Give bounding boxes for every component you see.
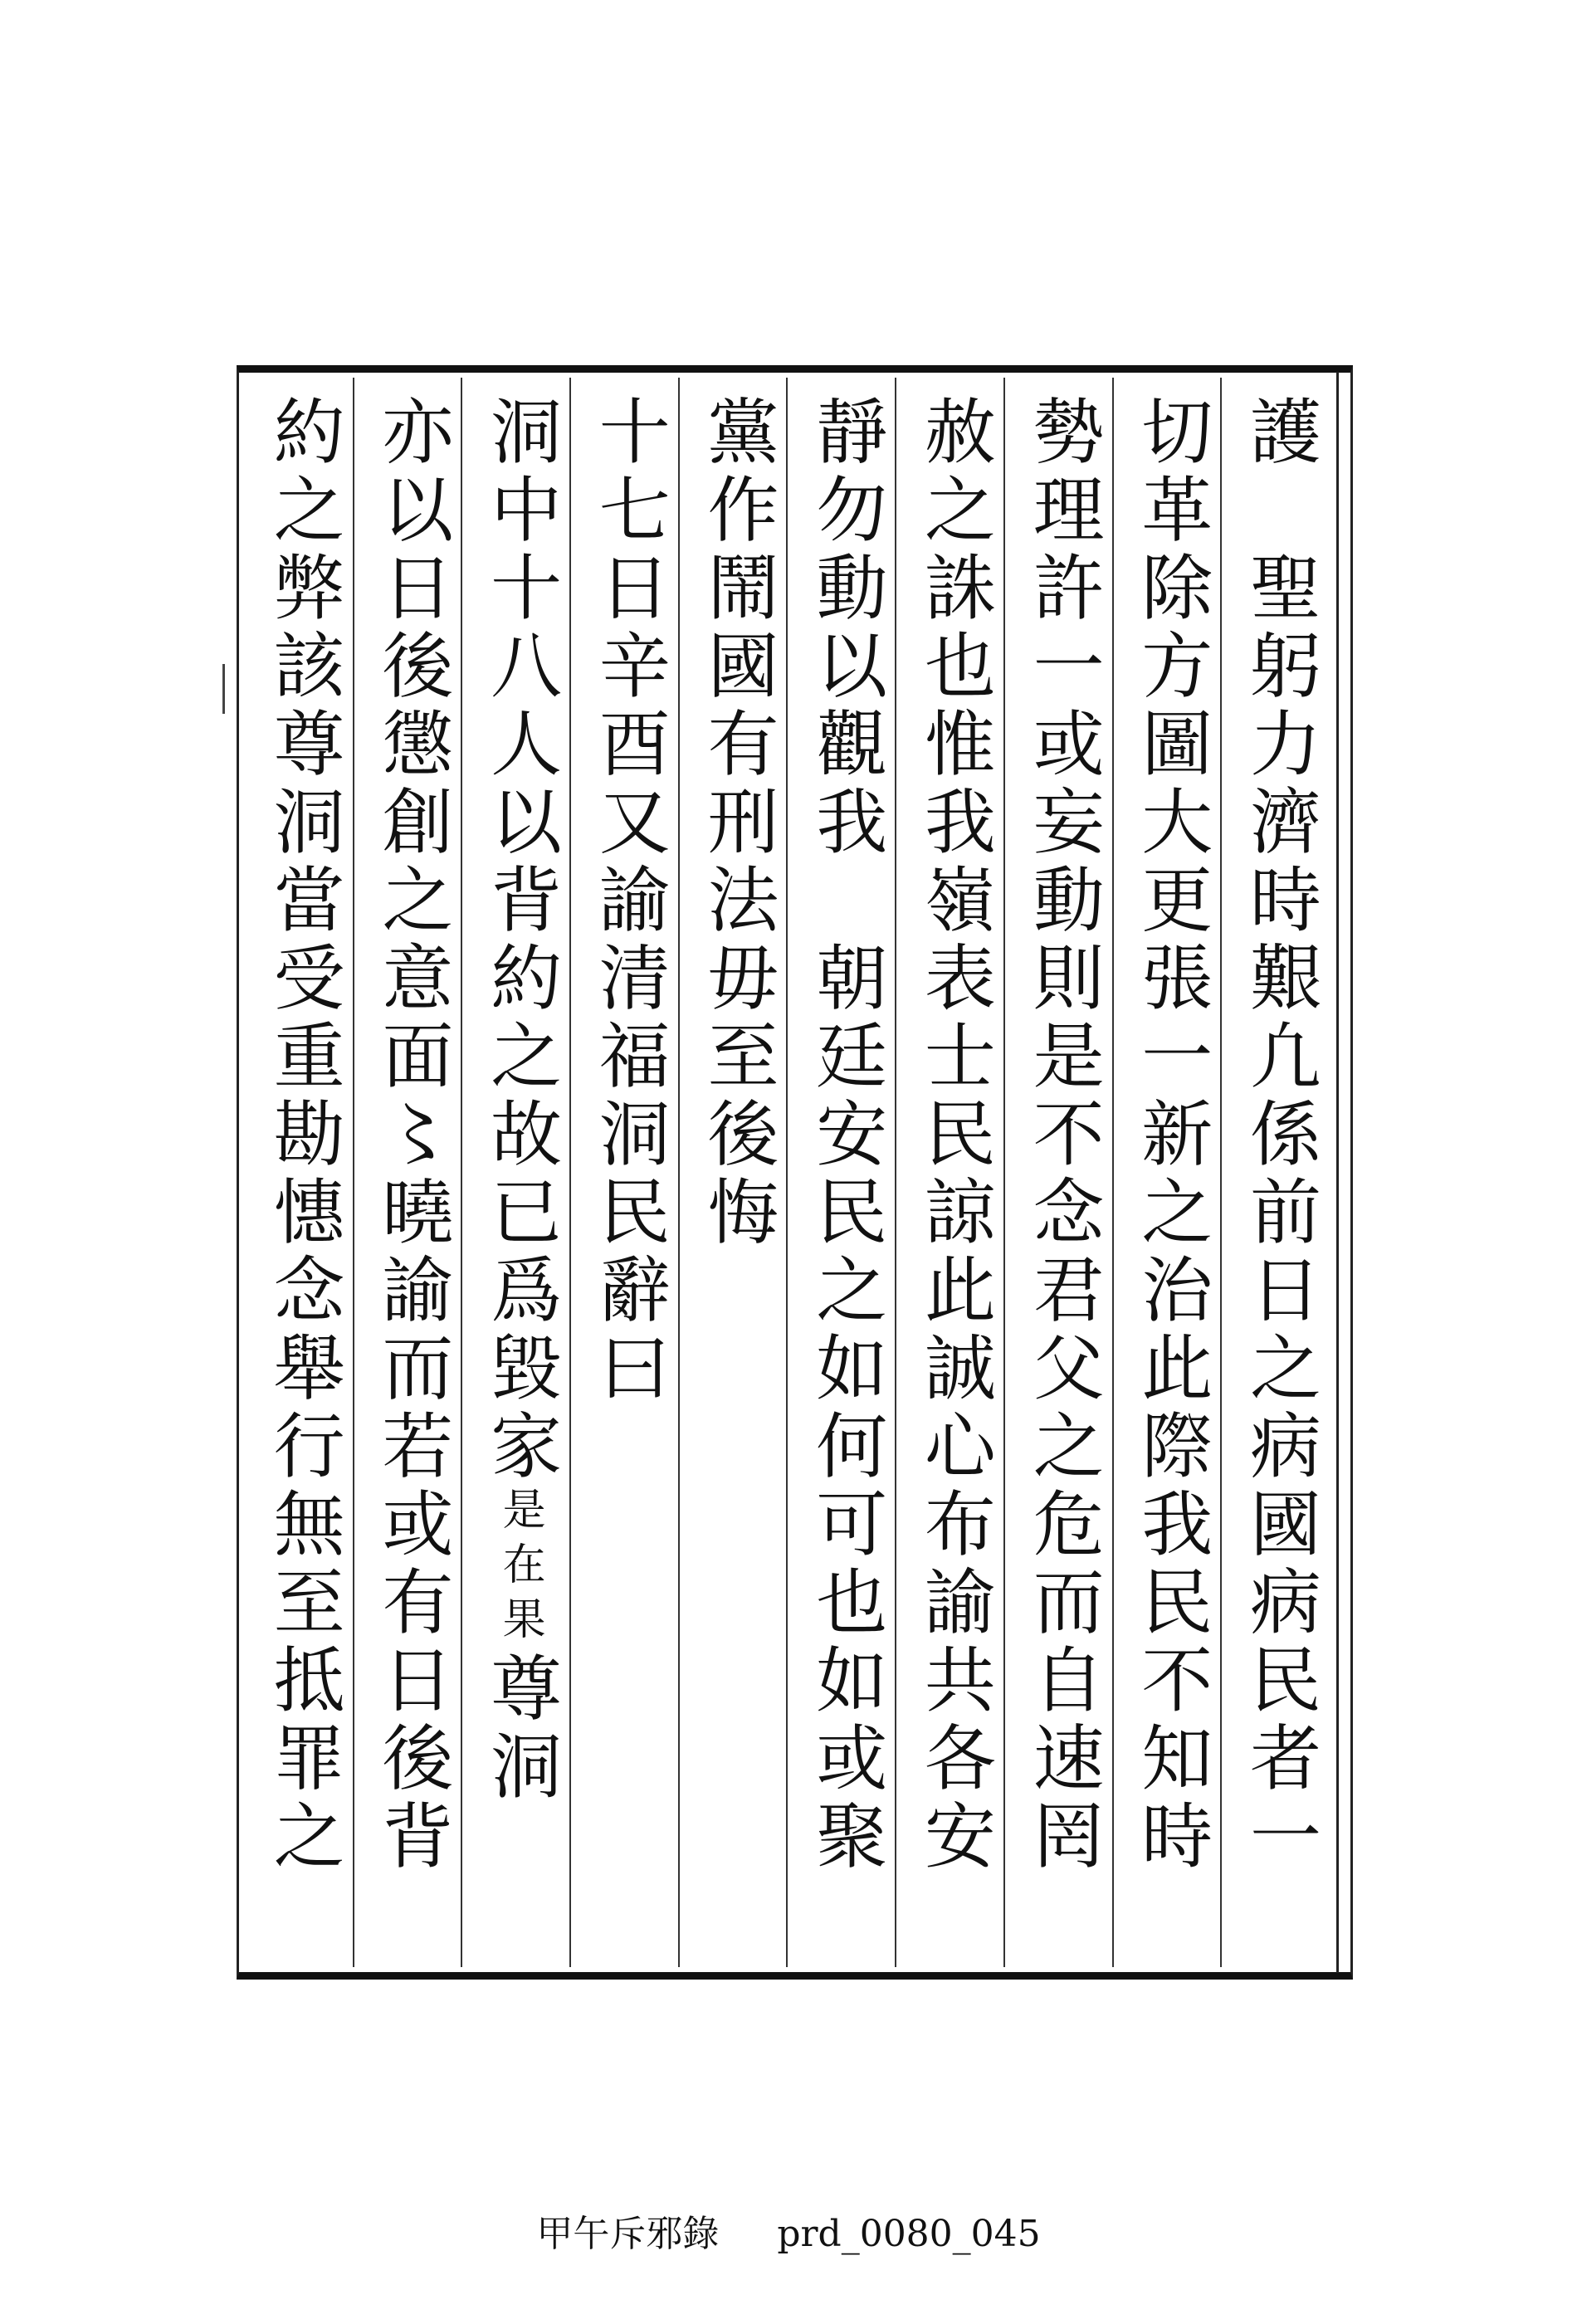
text-columns	[246, 378, 1329, 1967]
text-column	[1112, 378, 1221, 1967]
print-frame	[237, 365, 1353, 1980]
column-text: 亦以日後懲創之意面〻曉諭而若或有日後背	[369, 394, 453, 1877]
text-column	[246, 378, 353, 1967]
column-text: 約之弊該尊洞當受重勘憓念舉行無至抵罪之	[261, 394, 344, 1877]
page-footer	[0, 2204, 1577, 2257]
column-text: 護 聖躬力濟時艱凢係前日之病國病民者一	[1238, 394, 1321, 1877]
text-column	[1003, 378, 1112, 1967]
text-column	[461, 378, 569, 1967]
column-text: 洞中十八人以背約之故已爲毀家	[478, 394, 562, 1487]
text-column	[569, 378, 678, 1967]
small-annotation: 是在果	[495, 1487, 545, 1651]
column-text-tail: 尊洞	[478, 1651, 562, 1807]
text-column	[895, 378, 1003, 1967]
footer-title: 甲午斥邪錄	[536, 2213, 720, 2255]
text-column	[786, 378, 895, 1967]
text-column	[1220, 378, 1329, 1967]
column-text: 靜勿動以觀我 朝廷安民之如何可也如或聚	[803, 394, 887, 1877]
column-text: 切革除方圖大更張一新之治此際我民不知時	[1129, 394, 1213, 1877]
text-column	[353, 378, 461, 1967]
footer-code: prd_0080_045	[777, 2213, 1041, 2255]
column-text: 十七日辛酉又諭清福洞民辭曰	[586, 394, 670, 1409]
column-text: 黨作鬧國有刑法毋至後悔	[695, 394, 779, 1252]
column-text: 赦之誅也惟我嶺表士民諒此誠心布諭共各安	[911, 394, 995, 1877]
column-text: 勢理許一或妄動則是不念君父之危而自速罔	[1020, 394, 1104, 1877]
text-column	[678, 378, 787, 1967]
